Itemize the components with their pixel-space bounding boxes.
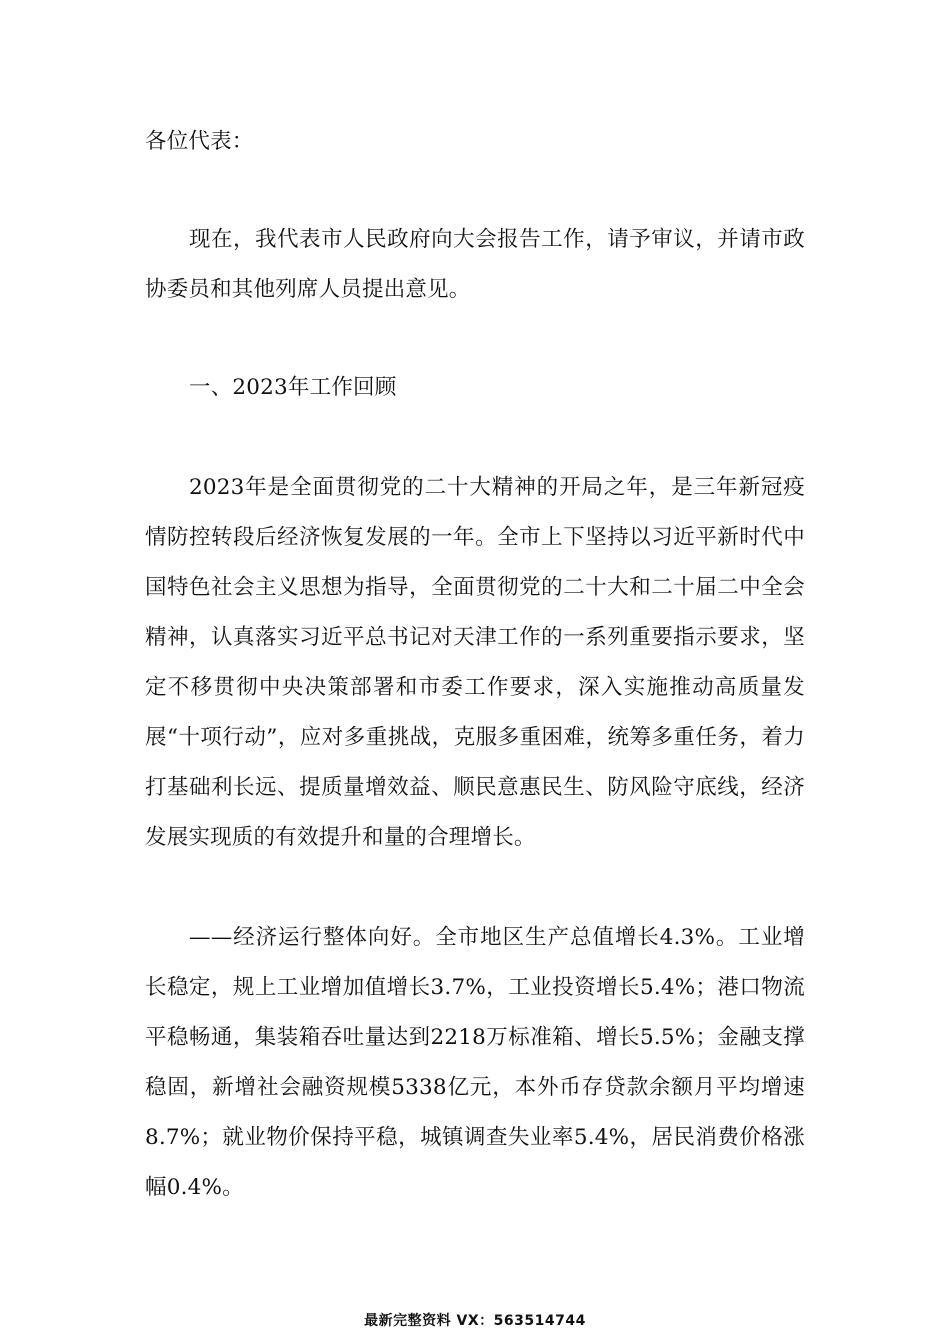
footer-contact: 最新完整资料 VX：563514744 [364, 1313, 586, 1329]
intro-paragraph: 现在，我代表市人民政府向大会报告工作，请予审议，并请市政协委员和其他列席人员提出意见。 [145, 227, 805, 302]
economy-paragraph: ——经济运行整体向好。全市地区生产总值增长4.3%。工业增长稳定，规上工业增加值增长3.7%，工业投资增长5.4%；港口物流平稳畅通，集装箱吞吐量达到2218万标准箱、增长5.5%；金融支撑稳固，新增社会融资规模5338亿元，本外币存贷款余额月平均增速8.7%；就业物价保持平稳，城镇调查失业率5.4%，居民消费价格涨幅0.4%。 [145, 925, 805, 1200]
salutation: 各位代表： [145, 129, 254, 154]
review-paragraph: 2023年是全面贯彻党的二十大精神的开局之年，是三年新冠疫情防控转段后经济恢复发展的一年。全市上下坚持以习近平新时代中国特色社会主义思想为指导，全面贯彻党的二十大和二十届二中全会精神，认真落实习近平总书记对天津工作的一系列重要指示要求，坚定不移贯彻中央决策部署和市委工作要求，深入实施推动高质量发展“十项行动”，应对多重挑战，克服多重困难，统筹多重任务，着力打基础利长远、提质量增效益、顺民意惠民生、防风险守底线，经济发展实现质的有效提升和量的合理增长。 [145, 475, 805, 850]
section-heading: 一、2023年工作回顾 [189, 375, 397, 400]
